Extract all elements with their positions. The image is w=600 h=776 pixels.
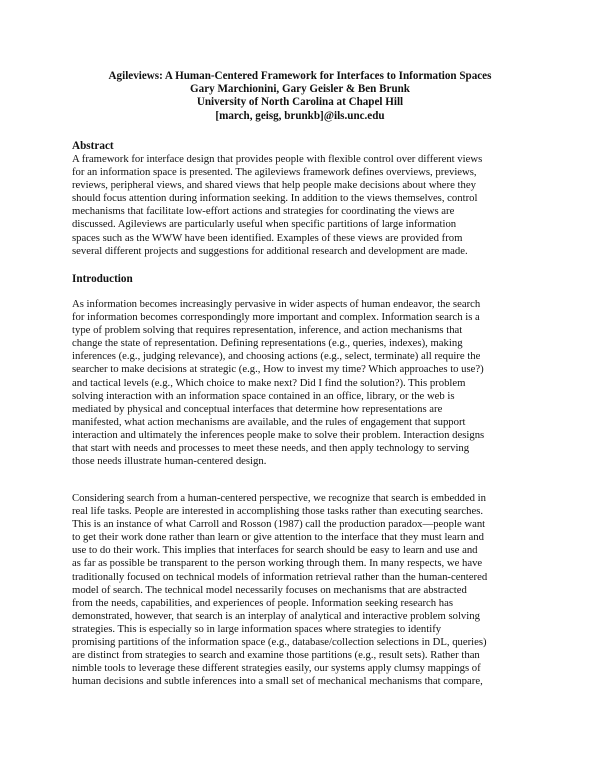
paper-title: Agileviews: A Human-Centered Framework for Interfaces to Information Spaces xyxy=(108,70,492,82)
paragraph-line: change the state of representation. Defining representations (e.g., queries, indexes), making xyxy=(72,337,463,350)
paragraph-line: that start with needs and processes to meet these needs, and then apply technology to serving xyxy=(72,442,470,455)
paper-emails: [march, geisg, brunkb]@ils.unc.edu xyxy=(215,109,385,122)
abstract-line: reviews, peripheral views, and shared views that help people make decisions about where they xyxy=(72,179,476,192)
paragraph-line: promising partitions of the information space (e.g., database/collection selections in DL, queries) xyxy=(72,636,487,649)
paragraph-line: as far as possible be transparent to the person working through them. In many respects, we have xyxy=(72,557,483,570)
introduction-heading: Introduction xyxy=(72,273,133,285)
introduction-paragraph-2 xyxy=(72,492,532,688)
paragraph-line: demonstrated, however, that search is an interplay of analytical and interactive problem solving xyxy=(72,609,480,622)
paragraph-line: type of problem solving that requires representation, inference, and action mechanisms that xyxy=(72,324,463,337)
paper-affiliation: University of North Carolina at Chapel Hill xyxy=(196,96,404,109)
paragraph-line: are distinct from strategies to search and examine those partitions (e.g., result sets). Rather than xyxy=(72,649,480,662)
paragraph-line: to get their work done rather than learn or give attention to the interface that they must learn and xyxy=(72,531,484,544)
abstract-line: several different projects and suggestions for additional research and development are made. xyxy=(72,244,468,257)
paragraph-line: This is an instance of what Carroll and Rosson (1987) call the production paradox—people want xyxy=(72,518,486,531)
paper-authors: Gary Marchionini, Gary Geisler & Ben Brunk xyxy=(190,83,410,96)
abstract-line: mechanisms that facilitate low-effort actions and strategies for coordinating the views are xyxy=(72,205,455,218)
paragraph-line: manifested, what action mechanisms are available, and the rules of engagement that support xyxy=(72,415,466,428)
introduction-paragraph-1 xyxy=(72,298,532,468)
paragraph-line: use to do their work. This implies that interfaces for search should be easy to learn and use and xyxy=(72,544,478,557)
paragraph-line: model of search. The technical model necessarily focuses on mechanisms that are abstracted xyxy=(72,583,467,596)
paragraph-line: traditionally focused on technical models of information retrieval rather than the human-centered xyxy=(72,570,488,583)
paragraph-line: interaction and ultimately the inferences people make to solve their problem. Interaction designs xyxy=(72,428,485,441)
paragraph-line: from the needs, capabilities, and experiences of people. Information seeking research has xyxy=(72,596,454,609)
paragraph-line: nimble tools to leverage these different strategies easily, our systems apply clumsy mappings of xyxy=(72,662,481,675)
paragraph-line: human decisions and subtle inferences into a small set of mechanical mechanisms that compare, xyxy=(72,675,483,688)
paragraph-line: As information becomes increasingly pervasive in wider aspects of human endeavor, the search xyxy=(72,298,481,310)
abstract-heading: Abstract xyxy=(72,140,114,152)
abstract-line: for an information space is presented. The agileviews framework defines overviews, previews, xyxy=(72,166,477,179)
paragraph-line: searcher to make decisions at strategic (e.g., How to invest my time? Which approaches to use?) xyxy=(72,363,484,376)
title-block xyxy=(72,70,528,123)
paragraph-line: those needs illustrate human-centered design. xyxy=(72,455,267,468)
paragraph-line: strategies. This is especially so in large information spaces where strategies to identify xyxy=(72,622,442,635)
paragraph-line: Considering search from a human-centered perspective, we recognize that search is embedded in xyxy=(72,492,486,504)
abstract-line: should focus attention during information seeking. In addition to the views themselves, control xyxy=(72,192,478,205)
abstract-line: A framework for interface design that provides people with flexible control over different views xyxy=(72,153,483,165)
abstract-line: spaces such as the WWW have been identified. Examples of these views are provided from xyxy=(72,231,463,244)
paragraph-line: inferences (e.g., judging relevance), and choosing actions (e.g., select, terminate) all require the xyxy=(72,350,481,363)
abstract-paragraph xyxy=(72,153,532,258)
paragraph-line: mediated by physical and conceptual interfaces that determine how representations are xyxy=(72,402,443,415)
paragraph-line: solving interaction with an information space contained in an office, library, or the web is xyxy=(72,389,455,402)
paragraph-line: and tactical levels (e.g., Which choice to make next? Did I find the solution?). This problem xyxy=(72,376,466,389)
paragraph-line: real life tasks. People are interested in accomplishing those tasks rather than executing searches. xyxy=(72,505,484,518)
abstract-line: discussed. Agileviews are particularly useful when specific partitions of large information xyxy=(72,218,457,231)
paragraph-line: for information becomes correspondingly more important and complex. Information search is a xyxy=(72,311,480,324)
